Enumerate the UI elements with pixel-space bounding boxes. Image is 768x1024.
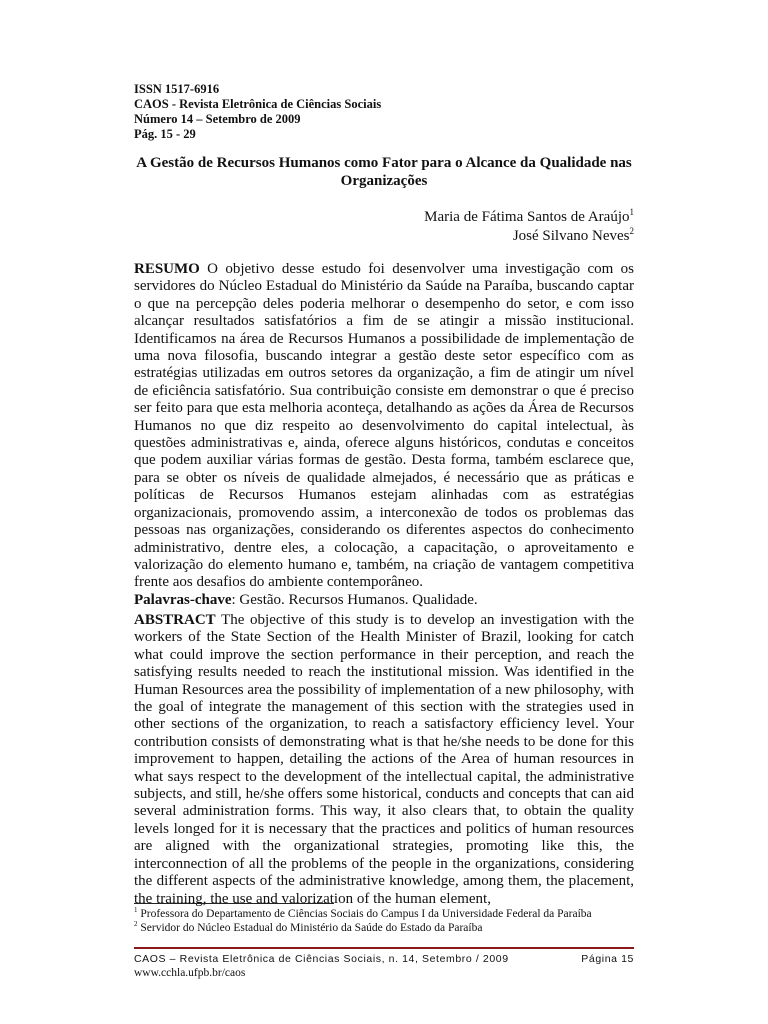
issue-info: Número 14 – Setembro de 2009 bbox=[134, 112, 301, 126]
footnote-divider bbox=[134, 903, 334, 904]
abstract-text: The objective of this study is to develop an investigation with the workers of the State Section of the Health Minister of Brazil, looking for catch what could improve the section performance in their perception, and reach the satisfying results needed to reach the institutional mission. Was identified in the Human Resources area the possibility of implementation of a new philosophy, with the goal of integrate the management of this section with the strategies used in other sections of the organization, to reach a satisfactory efficiency level. Your contribution consists of demonstrating what is that he/she needs to be done for this improvement to happen, detailing the actions of the Area of human resources in what says respect to the development of the intellectual capital, the administrative subjects, and still, he/she offers some historical, conducts and concepts that can aid several administration forms. This way, it also clears that, to obtain the quality levels longed for it is necessary that the practices and politics of human resources are aligned with the organizational strategies, promoting like this, the interconnection of all the problems of the people in the organizations, considering the different aspects of the administrative knowledge, among them, the placement, the training, the use and valorization of the human element, bbox=[134, 612, 634, 907]
journal-header bbox=[134, 82, 381, 142]
footnote-text: Servidor do Núcleo Estadual do Ministério da Saúde do Estado da Paraíba bbox=[137, 922, 483, 934]
author-footnote-mark: 2 bbox=[629, 226, 634, 236]
footnote-mark: 2 bbox=[134, 920, 138, 929]
author bbox=[424, 227, 634, 246]
footnotes bbox=[134, 907, 592, 935]
author-footnote-mark: 1 bbox=[629, 207, 634, 217]
keywords-text: : Gestão. Recursos Humanos. Qualidade. bbox=[231, 591, 478, 608]
page-range: Pág. 15 - 29 bbox=[134, 127, 196, 141]
footnote-mark: 1 bbox=[134, 906, 138, 915]
abstract-label: ABSTRACT bbox=[134, 612, 216, 628]
resumo-label: RESUMO bbox=[134, 261, 200, 277]
author bbox=[424, 208, 634, 227]
keywords-label: Palavras-chave bbox=[134, 591, 232, 608]
author-list bbox=[424, 208, 634, 246]
author-name: Maria de Fátima Santos de Araújo bbox=[424, 209, 630, 225]
article-title: A Gestão de Recursos Humanos como Fator para o Alcance da Qualidade nas Organizações bbox=[136, 155, 632, 189]
footnote bbox=[134, 907, 592, 921]
footnote bbox=[134, 921, 592, 935]
keywords-line bbox=[134, 592, 634, 609]
footer-url[interactable]: www.cchla.ufpb.br/caos bbox=[134, 967, 246, 979]
footnote-text: Professora do Departamento de Ciências Sociais do Campus I da Universidade Federal da Paraíba bbox=[137, 908, 592, 920]
footer-page-number: Página 15 bbox=[581, 953, 634, 965]
footer-journal: CAOS – Revista Eletrônica de Ciências Sociais, n. 14, Setembro / 2009 bbox=[134, 953, 509, 965]
resumo-paragraph bbox=[134, 261, 634, 592]
abstract-section bbox=[134, 612, 634, 908]
resumo-section bbox=[134, 261, 634, 609]
author-name: José Silvano Neves bbox=[512, 228, 630, 244]
issn: ISSN 1517-6916 bbox=[134, 82, 220, 96]
journal-name: CAOS - Revista Eletrônica de Ciências Sociais bbox=[134, 97, 382, 111]
footer-divider bbox=[134, 947, 634, 949]
resumo-text: O objetivo desse estudo foi desenvolver uma investigação com os servidores do Núcleo Estadual do Ministério da Saúde na Paraíba, buscando captar o que na percepção deles poderia melhorar o desempenho do setor, e com isso alcançar resultados satisfatórios a fim de se atingir a missão institucional. Identificamos na área de Recursos Humanos a possibilidade de implementação de uma nova filosofia, buscando integrar a gestão deste setor específico com as estratégias utilizadas em outros setores da organização, a fim de atingir um nível de eficiência satisfatório. Sua contribuição consiste em demonstrar o que é preciso ser feito para que esta melhoria aconteça, detalhando as ações da Área de Recursos Humanos no que diz respeito ao desenvolvimento do capital intelectual, às questões administrativas e, ainda, oferece alguns históricos, condutas e conceitos que podem auxiliar várias formas de gestão. Desta forma, também esclarece que, para se obter os níveis de qualidade almejados, é necessário que as práticas e políticas de Recursos Humanos estejam alinhadas com as estratégias organizacionais, promovendo assim, a interconexão de todos os problemas das pessoas nas organizações, considerando os diferentes aspectos do conhecimento administrativo, dentre eles, a colocação, a capacitação, o aproveitamento e valorização do elemento humano e, também, na criação de vantagem competitiva frente aos desafios do ambiente contemporâneo. bbox=[134, 261, 634, 591]
